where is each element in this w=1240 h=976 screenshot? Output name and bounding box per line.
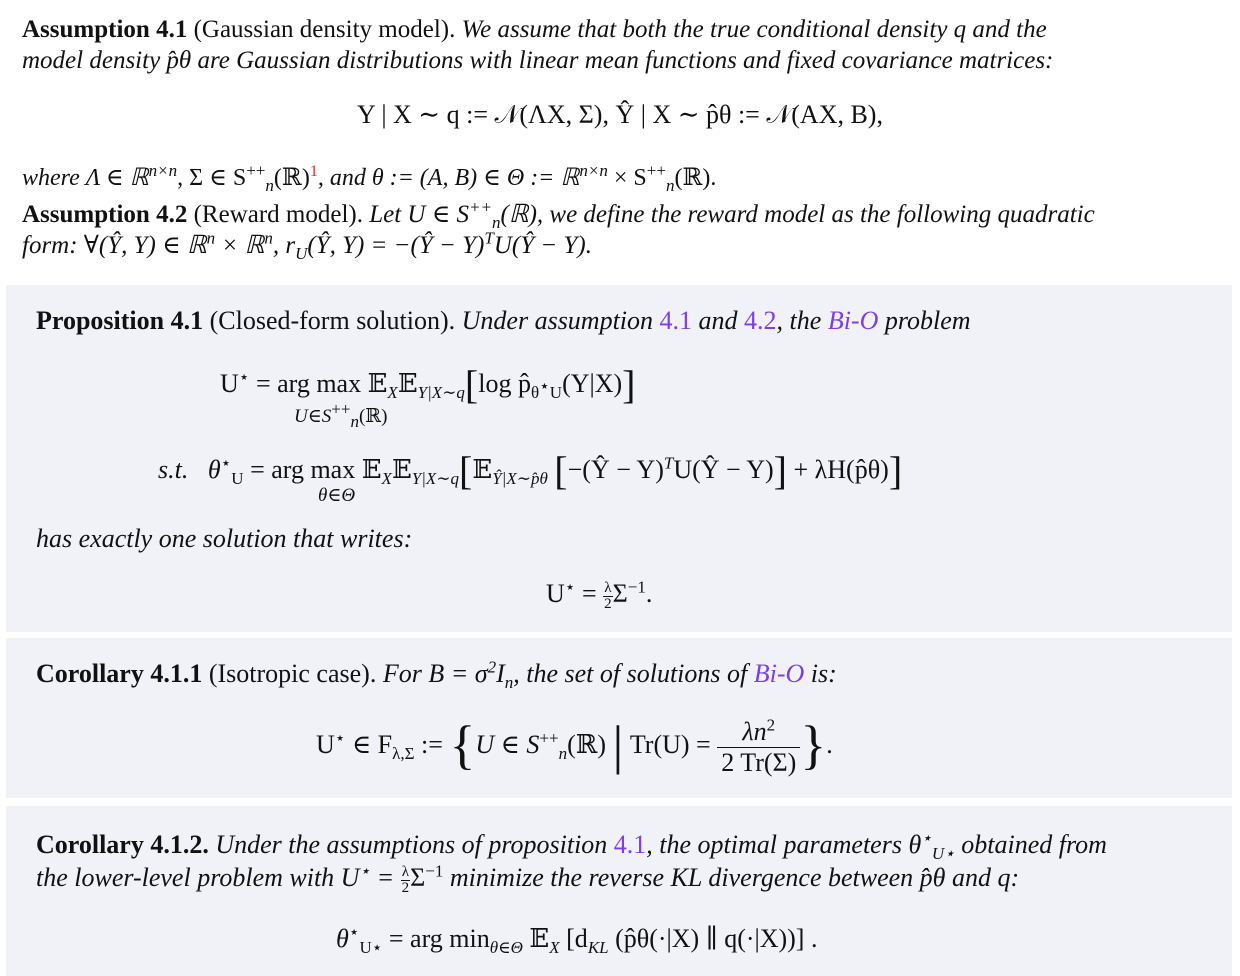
bracket-left: [ (464, 362, 479, 407)
assumption-text: U(Ŷ − Y). (493, 232, 592, 259)
eq-text: U ∈ S (475, 730, 540, 759)
eq-sup: ++ (331, 399, 351, 419)
eq-sup: ⋆ (348, 922, 360, 942)
bracket-right: ] (888, 448, 903, 493)
corollary-label: Corollary 4.1.1 (36, 659, 203, 688)
assumption-link[interactable]: 4.2 (744, 306, 777, 335)
eq-text: [d (559, 924, 588, 953)
eq-text: 𝔼 (397, 369, 418, 398)
assumption-text: × ℝ (215, 232, 265, 259)
eq-text: Tr(U) = (629, 730, 718, 759)
fraction-numerator: λn (742, 716, 767, 746)
eq-text: = (575, 579, 604, 608)
assumption-sup: T (484, 228, 494, 248)
bracket-left: [ (459, 448, 473, 493)
assumption-text: form: ∀(Ŷ, Y) ∈ ℝ (22, 232, 207, 259)
bi-o-link[interactable]: Bi-O (753, 659, 805, 688)
eq-sup: 2 (766, 714, 776, 734)
corollary-text: is: (810, 659, 837, 688)
eq-sub: Ŷ|X∼p̂θ (492, 469, 548, 489)
corollary-text: = (370, 863, 401, 892)
eq-sub: Y|X∼q (411, 469, 460, 489)
bi-o-link[interactable]: Bi-O (827, 306, 879, 335)
footnote-marker[interactable]: 1 (309, 163, 318, 180)
corollary-sup: −1 (425, 861, 444, 881)
corollary-heading (36, 657, 1236, 693)
eq-sub: KL (587, 938, 609, 958)
assumption-name: (Reward model). (193, 201, 363, 228)
eq-text: U(Ŷ − Y) (673, 455, 774, 484)
eq-sup: ⋆ (539, 376, 550, 396)
eq-text: θ (207, 455, 221, 484)
corollary-sub: U⋆ (931, 844, 955, 864)
corollary-text: , the optimal parameters θ (646, 830, 922, 859)
proposition-name: (Closed-form solution). (209, 306, 456, 335)
isotropic-solution-set (316, 714, 833, 778)
eq-sup: ⋆ (238, 367, 250, 387)
assumption-sub: U (295, 244, 308, 263)
proposition-conclusion (36, 523, 1236, 554)
assumption-text: Let U ∈ S (369, 201, 469, 228)
eq-text: = arg max 𝔼 (250, 455, 382, 484)
corollary-body (36, 828, 1236, 896)
eq-text: = arg max 𝔼 (255, 369, 388, 398)
eq-sub: n (558, 744, 568, 764)
proposition-heading (36, 305, 1236, 336)
equation-text: Y | X ∼ q := 𝒩(ΛX, Σ), Ŷ | X ∼ p̂θ := 𝒩(AX, B), (357, 100, 883, 129)
fraction (401, 865, 411, 896)
eq-sub: θ∈Θ (489, 938, 523, 958)
fraction-numerator: λ (401, 863, 410, 880)
fraction-denominator: 2 Tr(Σ) (721, 747, 797, 777)
eq-sub: n (350, 411, 359, 431)
corollary-sub: n (504, 673, 514, 693)
corollary-sup: ⋆ (921, 828, 932, 848)
where-text: where Λ ∈ ℝ (22, 165, 149, 191)
assumption-text: , r (272, 232, 296, 259)
where-text: (ℝ) (273, 165, 310, 191)
assumption-4-2 (22, 199, 1222, 261)
eq-text: (p̂θ(·|X) ∥ q(·|X))] . (608, 924, 818, 953)
closed-form-solution (546, 579, 652, 612)
proposition-link[interactable]: 4.1 (613, 830, 647, 859)
corollary-text: I (496, 659, 505, 688)
where-text: , and θ := (A, B) ∈ Θ := ℝ (317, 165, 580, 191)
corollary-text: obtained from (961, 830, 1107, 859)
assumption-sup: n (264, 228, 273, 248)
eq-text: (ℝ) (567, 730, 607, 759)
proposition-text: , the (776, 306, 822, 335)
assumption-sub: n (491, 213, 501, 232)
corollary-name: (Isotropic case). (208, 659, 377, 688)
fraction-denominator: 2 (604, 595, 612, 612)
argmax-constraint (294, 399, 388, 431)
eq-text: θ (336, 924, 349, 953)
eq-text: U (220, 369, 239, 398)
eq-sub: X (381, 469, 392, 489)
corollary-4-1-2-box (6, 806, 1232, 976)
proposition-text: has exactly one solution that writes: (36, 524, 413, 553)
assumption-text: (ℝ), we define the reward model as the following quadratic (500, 201, 1095, 228)
corollary-label: Corollary 4.1.2. (36, 830, 209, 859)
fraction (603, 581, 613, 612)
where-text: , Σ ∈ S (177, 165, 247, 191)
assumption-4-1 (22, 14, 1222, 76)
proposition-text: Under assumption (461, 306, 654, 335)
eq-text: U (546, 579, 565, 608)
eq-text: . (826, 730, 833, 759)
assumption-text: We assume that both the true conditional density q and the (461, 16, 1047, 43)
eq-sup: ⋆ (220, 453, 232, 473)
corollary-sup: ⋆ (359, 861, 371, 881)
eq-sub: X (387, 383, 398, 403)
eq-text: −(Ŷ − Y) (567, 455, 664, 484)
eq-sub: U (231, 469, 244, 489)
eq-text: = arg min (382, 924, 490, 953)
reverse-kl-equation (336, 922, 818, 958)
fraction-numerator: λ (604, 579, 612, 596)
assumption-label: Assumption 4.2 (22, 201, 188, 228)
eq-sup: ⋆ (334, 728, 346, 748)
eq-text: 𝔼 (391, 455, 412, 484)
corollary-text: the lower-level problem with U (36, 863, 360, 892)
lower-level-equation (158, 447, 902, 494)
where-sup: ++ (246, 161, 266, 180)
assumption-text: (Ŷ, Y) = −(Ŷ − Y) (307, 232, 485, 259)
where-sub: n (265, 175, 274, 195)
eq-text: ∈ F (345, 730, 393, 759)
eq-text: Σ (612, 579, 628, 608)
assumption-name: (Gaussian density model). (193, 16, 456, 43)
eq-text: (Y|X) (562, 369, 623, 398)
assumption-sup: ++ (468, 197, 492, 217)
where-sup: n×n (148, 161, 178, 180)
eq-sup: T (663, 453, 674, 473)
corollary-text: Under the assumptions of proposition (215, 830, 608, 859)
eq-sub-text: θ (530, 383, 540, 403)
fraction (717, 714, 800, 778)
eq-text: . (645, 579, 653, 608)
eq-sub: λ,Σ (392, 744, 415, 764)
eq-sub: U⋆ (359, 938, 383, 958)
bracket-right: ] (773, 448, 787, 493)
upper-level-equation (220, 361, 635, 408)
where-sup: ++ (646, 161, 666, 180)
assumption-where-clause (22, 156, 1222, 194)
proposition-text: and (698, 306, 738, 335)
equation-gaussian-model (0, 100, 1240, 131)
eq-sub: X (549, 938, 560, 958)
where-text: (ℝ). (674, 165, 717, 191)
eq-text: 𝔼 (472, 455, 493, 484)
st-label: s.t. (158, 455, 189, 484)
bracket-right: ] (622, 362, 636, 407)
eq-text: := (414, 730, 450, 759)
eq-sup: ⋆ (564, 577, 576, 597)
assumption-sup: n (206, 228, 216, 248)
assumption-text: model density p̂θ are Gaussian distributions with linear mean functions and fixed covariance matrices: (22, 47, 1054, 74)
eq-text: U∈S (294, 406, 332, 427)
fraction-denominator: 2 (401, 879, 410, 896)
eq-sub-text: U (549, 383, 563, 403)
eq-text: θ∈Θ (318, 485, 356, 506)
brace-left: { (449, 715, 476, 775)
proposition-text: problem (884, 306, 971, 335)
set-divider: | (612, 715, 624, 775)
eq-sub (530, 376, 563, 403)
corollary-text: Σ (410, 863, 426, 892)
assumption-link[interactable]: 4.1 (659, 306, 693, 335)
corollary-text: , the set of solutions of (513, 659, 748, 688)
eq-sup: −1 (627, 577, 646, 597)
proposition-box (6, 285, 1232, 632)
eq-text: (ℝ) (358, 406, 388, 427)
eq-text: U (316, 730, 335, 759)
corollary-sup: 2 (487, 657, 497, 677)
where-text: × S (607, 165, 647, 191)
corollary-4-1-1-box (6, 638, 1232, 798)
eq-text: + λH(p̂θ) (793, 455, 889, 484)
bracket-left: [ (554, 448, 568, 493)
eq-text: log p̂ (478, 369, 531, 398)
eq-text: 𝔼 (522, 924, 550, 953)
proposition-label: Proposition 4.1 (36, 306, 204, 335)
where-sub: n (665, 175, 675, 195)
eq-sup: ++ (539, 728, 559, 748)
argmax-constraint (318, 484, 355, 507)
corollary-text: minimize the reverse KL divergence between p̂θ and q: (449, 863, 1020, 892)
eq-sub: Y|X∼q (417, 383, 465, 403)
corollary-text: For B = σ (382, 659, 488, 688)
brace-right: } (800, 715, 827, 775)
where-sup: n×n (579, 161, 608, 180)
assumption-label: Assumption 4.1 (22, 16, 188, 43)
